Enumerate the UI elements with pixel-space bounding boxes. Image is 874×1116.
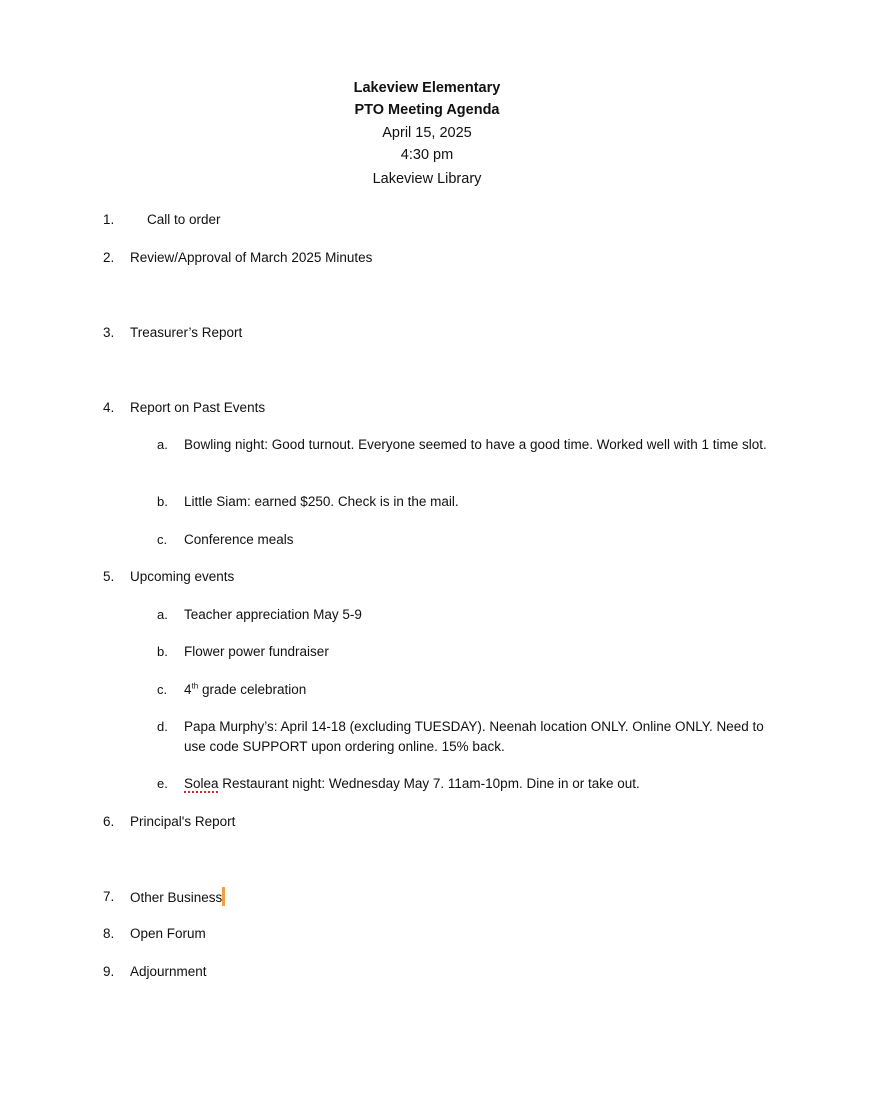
- grade-celebration-text: grade celebration: [198, 682, 307, 697]
- sub-item-teacher-appreciation[interactable]: Teacher appreciation May 5-9: [184, 607, 362, 622]
- school-name: Lakeview Elementary: [353, 80, 501, 96]
- sub-item-solea-night[interactable]: [184, 774, 774, 794]
- meeting-time: 4:30 pm: [400, 147, 454, 163]
- sub-item-letter: c.: [157, 682, 168, 697]
- agenda-item-number: 5.: [103, 569, 115, 584]
- sub-item-letter: e.: [157, 776, 168, 791]
- agenda-item-other-business[interactable]: [130, 887, 225, 908]
- solea-night-text: Restaurant night: Wednesday May 7. 11am-10pm. Dine in or take out.: [218, 776, 640, 791]
- sub-item-flower-power[interactable]: Flower power fundraiser: [184, 644, 329, 659]
- meeting-date: April 15, 2025: [382, 125, 472, 141]
- agenda-item-number: 7.: [103, 889, 115, 904]
- agenda-item-open-forum[interactable]: Open Forum: [130, 926, 206, 941]
- sub-item-letter: d.: [157, 719, 168, 734]
- agenda-item-number: 6.: [103, 814, 115, 829]
- sub-item-letter: a.: [157, 607, 168, 622]
- sub-item-conference-meals[interactable]: Conference meals: [184, 532, 294, 547]
- agenda-item-treasurers-report[interactable]: Treasurer’s Report: [130, 325, 243, 340]
- agenda-item-call-to-order[interactable]: Call to order: [147, 212, 221, 227]
- agenda-item-adjournment[interactable]: Adjournment: [130, 964, 207, 979]
- meeting-location: Lakeview Library: [372, 171, 482, 187]
- agenda-item-number: 3.: [103, 325, 115, 340]
- sub-item-letter: b.: [157, 494, 168, 509]
- agenda-item-number: 4.: [103, 400, 115, 415]
- ordinal-number: 4: [184, 682, 192, 697]
- text-cursor: [222, 887, 225, 906]
- agenda-item-past-events[interactable]: Report on Past Events: [130, 400, 266, 415]
- agenda-item-number: 9.: [103, 964, 115, 979]
- agenda-item-principals-report[interactable]: Principal's Report: [130, 814, 236, 829]
- sub-item-grade-celebration[interactable]: [184, 680, 774, 700]
- agenda-item-number: 2.: [103, 250, 115, 265]
- sub-item-letter: b.: [157, 644, 168, 659]
- sub-item-little-siam[interactable]: Little Siam: earned $250. Check is in the mail.: [184, 494, 459, 509]
- spellcheck-flagged-word[interactable]: Solea: [184, 776, 219, 791]
- sub-item-papa-murphys[interactable]: Papa Murphy’s: April 14-18 (excluding TUESDAY). Neenah location ONLY. Online ONLY. Need to use code SUPPORT upon ordering online. 15% back.: [184, 719, 764, 754]
- agenda-item-review-minutes[interactable]: Review/Approval of March 2025 Minutes: [130, 250, 373, 265]
- agenda-item-number: 1.: [103, 212, 115, 227]
- sub-item-letter: a.: [157, 437, 168, 452]
- ordinal-suffix: th: [191, 681, 199, 691]
- sub-item-letter: c.: [157, 532, 168, 547]
- agenda-item-upcoming-events[interactable]: Upcoming events: [130, 569, 235, 584]
- sub-item-bowling-night[interactable]: Bowling night: Good turnout. Everyone seemed to have a good time. Worked well with 1 time slot.: [184, 437, 767, 452]
- other-business-text: Other Business: [130, 890, 223, 905]
- agenda-item-number: 8.: [103, 926, 115, 941]
- agenda-title: PTO Meeting Agenda: [354, 102, 500, 118]
